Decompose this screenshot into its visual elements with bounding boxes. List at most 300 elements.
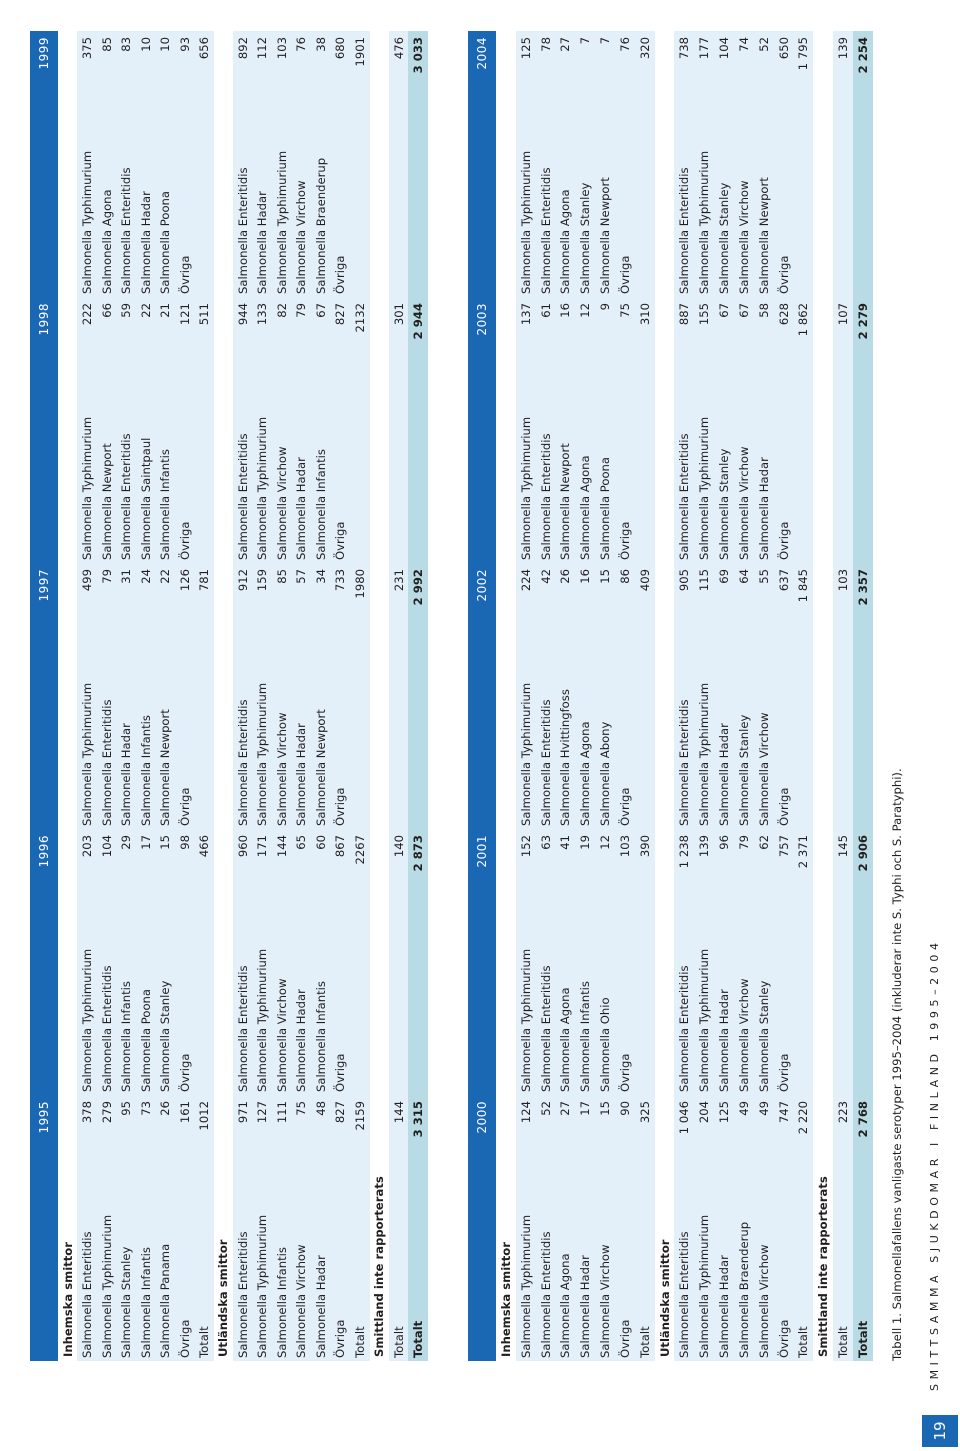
serotype-name: Salmonella Infantis [575,885,595,1095]
case-count: 161 [175,1095,194,1151]
case-count: 76 [292,31,311,87]
case-count: 67 [734,297,754,353]
year-header: 1997 [30,563,58,829]
serotype-name: Salmonella Newport [555,353,575,563]
case-count: 15 [595,1095,615,1151]
empty-cell [635,87,655,297]
case-count: 892 [233,31,252,87]
unreported-value: 301 [389,297,408,353]
grand-total-value: 2 992 [408,563,428,619]
case-count: 133 [253,297,272,353]
page-number-badge: 19 [922,1415,958,1447]
case-count: 73 [136,1095,155,1151]
total-label: Totalt [194,1151,213,1361]
table-1995-1999 [30,31,428,1361]
serotype-name: Salmonella Newport [595,87,615,297]
case-count: 16 [555,297,575,353]
case-count: 112 [253,31,272,87]
case-count: 104 [97,829,116,885]
unreported-value: 144 [389,1095,408,1151]
case-count: 79 [97,563,116,619]
serotype-name: Övriga [615,353,635,563]
table-row [575,31,595,1361]
case-count: 628 [774,297,794,353]
table-row [116,31,135,1361]
case-count: 21 [155,297,174,353]
unreported-value: 140 [389,829,408,885]
case-count: 60 [311,829,330,885]
case-count: 57 [292,563,311,619]
serotype-name: Övriga [331,353,350,563]
section-total-value: 2132 [350,297,369,353]
case-count: 29 [116,829,135,885]
serotype-name: Salmonella Enteritidis [674,1151,694,1361]
case-count: 76 [615,31,635,87]
grand-total-value: 2 254 [853,31,873,87]
section-total-value: 511 [194,297,213,353]
section-header-row [214,31,233,1361]
serotype-name: Salmonella Enteritidis [674,619,694,829]
serotype-name: Salmonella Enteritidis [116,353,135,563]
serotype-name: Salmonella Enteritidis [233,353,252,563]
case-count: 15 [595,563,615,619]
case-count: 944 [233,297,252,353]
case-count: 867 [331,829,350,885]
section-total-value: 409 [635,563,655,619]
empty-cell [408,885,428,1095]
case-count: 103 [615,829,635,885]
serotype-name: Övriga [175,353,194,563]
serotype-name: Salmonella Panama [155,1151,174,1361]
serotype-name: Salmonella Enteritidis [77,1151,96,1361]
case-count: 155 [694,297,714,353]
table-row [754,31,774,1361]
case-count: 137 [516,297,536,353]
serotype-name: Salmonella Infantis [272,1151,291,1361]
case-count: 67 [714,297,734,353]
case-count: 15 [155,829,174,885]
case-count: 827 [331,297,350,353]
table-row [555,31,575,1361]
empty-cell [194,353,213,563]
empty-cell [194,619,213,829]
grand-total-value: 2 279 [853,297,873,353]
case-count: 34 [311,563,330,619]
empty-cell [389,353,408,563]
case-count: 960 [233,829,252,885]
section-total-value: 1901 [350,31,369,87]
empty-cell [853,619,873,829]
serotype-name: Övriga [615,1151,635,1361]
serotype-name: Salmonella Typhimurium [694,87,714,297]
serotype-name: Salmonella Virchow [734,885,754,1095]
serotype-name: Salmonella Braenderup [734,1151,754,1361]
year-header: 2002 [468,563,496,829]
serotype-name: Salmonella Typhimurium [516,885,536,1095]
empty-cell [793,353,813,563]
case-count: 111 [272,1095,291,1151]
grand-total-value: 2 357 [853,563,873,619]
serotype-name: Salmonella Typhimurium [272,87,291,297]
section-total-value: 2 371 [793,829,813,885]
grand-total-value: 3 033 [408,31,428,87]
grand-total-row [408,31,428,1361]
empty-cell [793,885,813,1095]
case-count: 139 [694,829,714,885]
table-row [175,31,194,1361]
serotype-name: Övriga [774,885,794,1095]
serotype-name: Övriga [331,885,350,1095]
empty-cell [635,885,655,1095]
serotype-name: Övriga [615,885,635,1095]
section-title: Inhemska smittor [60,1242,75,1357]
case-count: 79 [292,297,311,353]
serotype-name: Salmonella Virchow [272,619,291,829]
serotype-name: Salmonella Infantis [311,885,330,1095]
section-header-row [370,31,389,1361]
case-count: 733 [331,563,350,619]
case-count: 637 [774,563,794,619]
unreported-total-row [389,31,408,1361]
section-total-value: 390 [635,829,655,885]
serotype-name: Salmonella Newport [155,619,174,829]
year-header: 1999 [30,31,58,297]
case-count: 12 [595,829,615,885]
serotype-name: Salmonella Stanley [116,1151,135,1361]
serotype-name: Salmonella Infantis [311,353,330,563]
case-count: 171 [253,829,272,885]
unreported-value: 145 [833,829,853,885]
case-count: 757 [774,829,794,885]
serotype-name: Salmonella Enteritidis [536,619,556,829]
case-count: 279 [97,1095,116,1151]
case-count: 66 [97,297,116,353]
table-caption: Tabell 1. Salmonellafallens vanligaste serotyper 1995–2004 (inkluderar inte S. Typhi och S. Paratyphi). [890,768,904,1361]
case-count: 224 [516,563,536,619]
empty-cell [350,353,369,563]
serotype-name: Salmonella Enteritidis [674,885,694,1095]
case-count: 104 [714,31,734,87]
serotype-name: Salmonella Enteritidis [233,87,252,297]
serotype-table [468,31,873,1361]
serotype-name: Salmonella Infantis [136,1151,155,1361]
serotype-name: Salmonella Typhimurium [516,353,536,563]
empty-cell [793,619,813,829]
serotype-name: Salmonella Hadar [754,353,774,563]
serotype-name: Salmonella Hadar [311,1151,330,1361]
serotype-name: Salmonella Agona [555,87,575,297]
table-row [311,31,330,1361]
case-count: 96 [714,829,734,885]
empty-cell [408,619,428,829]
serotype-name: Salmonella Agona [575,619,595,829]
empty-cell [389,885,408,1095]
serotype-table [30,31,428,1361]
serotype-name: Salmonella Typhimurium [253,885,272,1095]
total-label: Totalt [350,1151,369,1361]
case-count: 650 [774,31,794,87]
case-count: 912 [233,563,252,619]
case-count: 738 [674,31,694,87]
case-count: 65 [292,829,311,885]
serotype-name: Salmonella Typhimurium [694,1151,714,1361]
case-count: 69 [714,563,734,619]
case-count: 887 [674,297,694,353]
section-title: Inhemska smittor [498,1242,513,1357]
case-count: 121 [175,297,194,353]
serotype-name: Salmonella Virchow [292,87,311,297]
case-count: 42 [536,563,556,619]
serotype-name: Salmonella Virchow [754,1151,774,1361]
case-count: 103 [272,31,291,87]
empty-cell [833,885,853,1095]
section-total-value: 1 862 [793,297,813,353]
serotype-name: Övriga [175,885,194,1095]
empty-cell [408,353,428,563]
case-count: 905 [674,563,694,619]
year-header: 2004 [468,31,496,297]
serotype-name: Salmonella Poona [155,87,174,297]
serotype-name: Salmonella Typhimurium [253,619,272,829]
case-count: 124 [516,1095,536,1151]
serotype-name: Salmonella Enteritidis [536,885,556,1095]
empty-cell [853,353,873,563]
section-total-value: 2267 [350,829,369,885]
case-count: 61 [536,297,556,353]
serotype-name: Salmonella Poona [595,353,615,563]
table-row [595,31,615,1361]
grand-total-value: 2 768 [853,1095,873,1151]
case-count: 79 [734,829,754,885]
case-count: 78 [536,31,556,87]
case-count: 126 [175,563,194,619]
case-count: 10 [155,31,174,87]
case-count: 93 [175,31,194,87]
section-total-value: 466 [194,829,213,885]
section-title: Utländska smittor [216,1239,231,1357]
serotype-name: Salmonella Agona [555,885,575,1095]
serotype-name: Salmonella Infantis [136,619,155,829]
empty-cell [389,87,408,297]
serotype-name: Salmonella Typhimurium [97,1151,116,1361]
case-count: 52 [536,1095,556,1151]
section-total-row [194,31,213,1361]
empty-cell [350,619,369,829]
table-row [136,31,155,1361]
serotype-name: Salmonella Enteritidis [536,1151,556,1361]
year-header: 2003 [468,297,496,563]
serotype-name: Salmonella Saintpaul [136,353,155,563]
serotype-name: Salmonella Stanley [714,87,734,297]
case-count: 90 [615,1095,635,1151]
case-count: 1 238 [674,829,694,885]
serotype-name: Övriga [331,1151,350,1361]
serotype-name: Salmonella Typhimurium [694,353,714,563]
case-count: 19 [575,829,595,885]
section-total-value: 781 [194,563,213,619]
table-row [233,31,252,1361]
case-count: 24 [136,563,155,619]
empty-cell [350,885,369,1095]
empty-cell [853,885,873,1095]
case-count: 152 [516,829,536,885]
case-count: 7 [595,31,615,87]
case-count: 98 [175,829,194,885]
table-row [155,31,174,1361]
case-count: 26 [555,563,575,619]
serotype-name: Salmonella Enteritidis [97,619,116,829]
table-2000-2004 [468,31,873,1361]
empty-cell [853,87,873,297]
section-header-row [496,31,516,1361]
year-header: 1996 [30,829,58,1095]
case-count: 55 [754,563,774,619]
case-count: 85 [272,563,291,619]
case-count: 378 [77,1095,96,1151]
section-total-value: 2 220 [793,1095,813,1151]
serotype-name: Salmonella Hadar [136,87,155,297]
case-count: 159 [253,563,272,619]
grand-total-row [853,31,873,1361]
grand-total-value: 2 873 [408,829,428,885]
serotype-name: Salmonella Newport [97,353,116,563]
year-header-row [30,31,58,1361]
table-row [292,31,311,1361]
section-total-row [350,31,369,1361]
case-count: 74 [734,31,754,87]
case-count: 10 [136,31,155,87]
case-count: 747 [774,1095,794,1151]
unreported-total-row [833,31,853,1361]
serotype-name: Övriga [175,87,194,297]
empty-cell [350,87,369,297]
section-total-value: 656 [194,31,213,87]
case-count: 16 [575,563,595,619]
serotype-name: Övriga [331,87,350,297]
empty-cell [635,353,655,563]
serotype-name: Salmonella Stanley [734,619,754,829]
year-header-row [468,31,496,1361]
case-count: 26 [155,1095,174,1151]
case-count: 203 [77,829,96,885]
case-count: 12 [575,297,595,353]
serotype-name: Salmonella Ohio [595,885,615,1095]
section-total-value: 310 [635,297,655,353]
case-count: 17 [136,829,155,885]
serotype-name: Övriga [774,1151,794,1361]
case-count: 827 [331,1095,350,1151]
serotype-name: Salmonella Hadar [714,1151,734,1361]
serotype-name: Salmonella Hadar [292,353,311,563]
section-header-row [655,31,675,1361]
section-total-value: 1 845 [793,563,813,619]
serotype-name: Salmonella Newport [311,619,330,829]
year-header: 2001 [468,829,496,1095]
case-count: 7 [575,31,595,87]
table-row [272,31,291,1361]
serotype-name: Salmonella Typhimurium [516,87,536,297]
table-row [516,31,536,1361]
serotype-name: Salmonella Typhimurium [694,619,714,829]
serotype-name: Salmonella Typhimurium [516,619,536,829]
unreported-value: 223 [833,1095,853,1151]
serotype-name: Salmonella Stanley [155,885,174,1095]
empty-cell [833,619,853,829]
section-title: Smittland inte rapporterats [816,1176,831,1357]
serotype-name: Salmonella Virchow [272,885,291,1095]
serotype-name: Salmonella Stanley [575,87,595,297]
running-head: SMITTSAMMA SJUKDOMAR I FINLAND 1995–2004 [928,938,941,1391]
serotype-name: Salmonella Hadar [116,619,135,829]
empty-cell [408,87,428,297]
case-count: 971 [233,1095,252,1151]
serotype-name: Salmonella Typhimurium [77,885,96,1095]
case-count: 144 [272,829,291,885]
serotype-name: Salmonella Typhimurium [77,619,96,829]
section-header-row [58,31,77,1361]
case-count: 59 [116,297,135,353]
section-total-row [635,31,655,1361]
case-count: 680 [331,31,350,87]
serotype-name: Salmonella Virchow [734,353,754,563]
case-count: 127 [253,1095,272,1151]
serotype-name: Salmonella Enteritidis [536,353,556,563]
table-row [734,31,754,1361]
serotype-name: Salmonella Typhimurium [516,1151,536,1361]
empty-cell [793,87,813,297]
serotype-name: Övriga [774,87,794,297]
serotype-name: Salmonella Hadar [714,619,734,829]
case-count: 115 [694,563,714,619]
unreported-value: 107 [833,297,853,353]
serotype-name: Salmonella Stanley [754,885,774,1095]
serotype-name: Övriga [774,353,794,563]
section-total-row [793,31,813,1361]
serotype-name: Salmonella Typhimurium [77,353,96,563]
empty-cell [194,885,213,1095]
section-total-value: 1012 [194,1095,213,1151]
case-count: 64 [734,563,754,619]
year-header: 1998 [30,297,58,563]
case-count: 204 [694,1095,714,1151]
serotype-name: Salmonella Infantis [155,353,174,563]
serotype-name: Salmonella Enteritidis [233,619,252,829]
section-title: Smittland inte rapporterats [372,1176,387,1357]
total-label: Totalt [389,1151,408,1361]
serotype-name: Salmonella Hvittingfoss [555,619,575,829]
case-count: 9 [595,297,615,353]
case-count: 222 [77,297,96,353]
serotype-name: Övriga [175,1151,194,1361]
serotype-name: Salmonella Enteritidis [674,353,694,563]
case-count: 27 [555,31,575,87]
case-count: 22 [155,563,174,619]
case-count: 31 [116,563,135,619]
case-count: 177 [694,31,714,87]
case-count: 52 [754,31,774,87]
serotype-name: Salmonella Hadar [575,1151,595,1361]
serotype-name: Salmonella Agona [97,87,116,297]
serotype-name: Salmonella Agona [575,353,595,563]
section-total-value: 325 [635,1095,655,1151]
grand-total-value: 3 315 [408,1095,428,1151]
serotype-name: Övriga [615,619,635,829]
case-count: 75 [292,1095,311,1151]
serotype-name: Övriga [331,619,350,829]
case-count: 27 [555,1095,575,1151]
case-count: 67 [311,297,330,353]
total-label: Totalt [793,1151,813,1361]
